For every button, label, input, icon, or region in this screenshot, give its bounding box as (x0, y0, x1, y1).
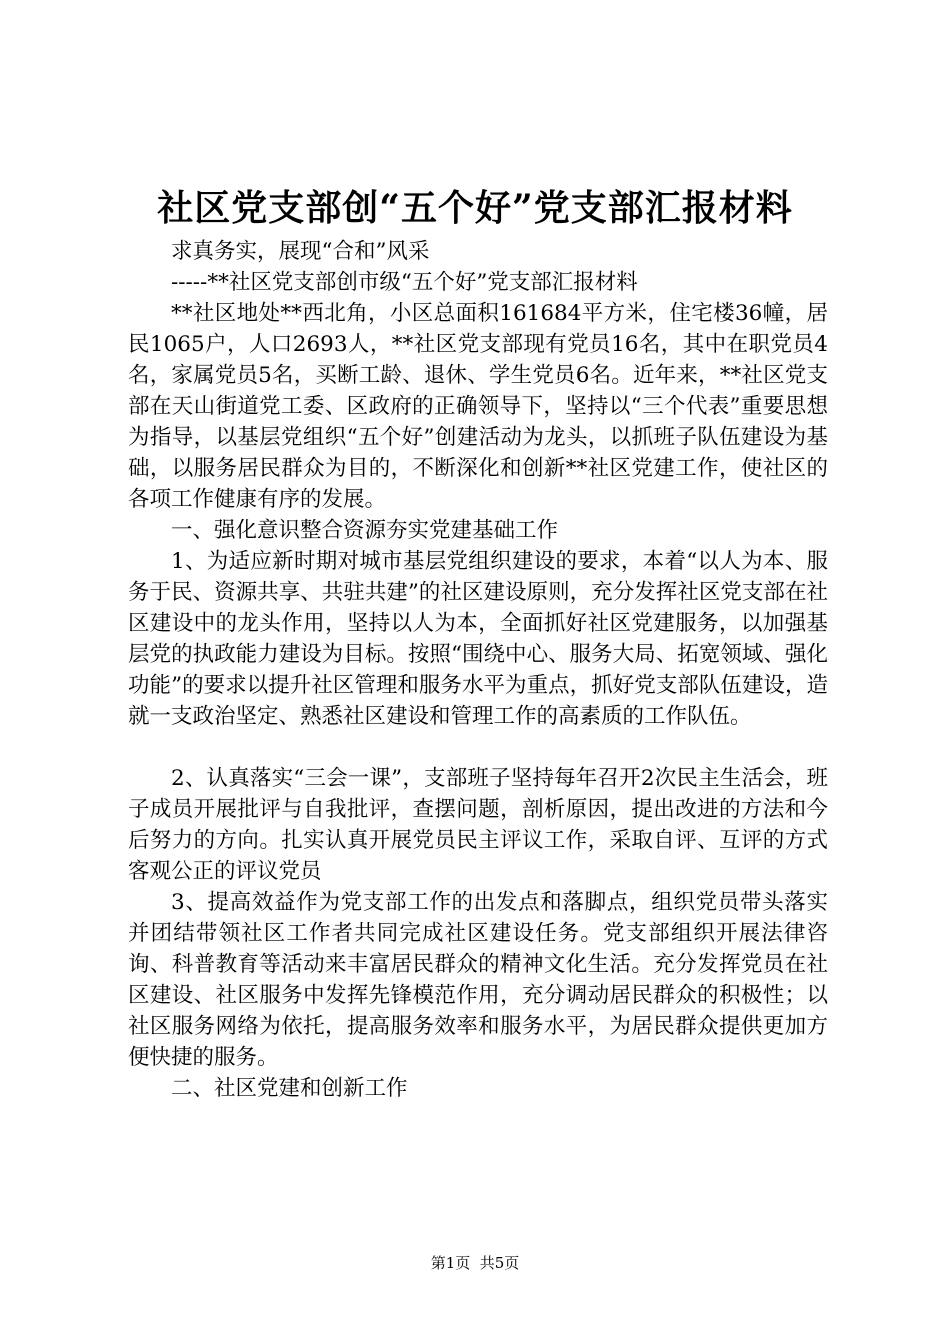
paragraph-item-3: 3、提高效益作为党支部工作的出发点和落脚点，组织党员带头落实并团结带领社区工作者共同完成社区建设任务。党支部组织开展法律咨询、科普教育等活动来丰富居民群众的精神文化生活。充分发挥党员在社区建设、社区服务中发挥先锋模范作用，充分调动居民群众的积极性；以社区服务网络为依托，提高服务效率和服务水平，为居民群众提供更加方便快捷的服务。 (128, 890, 828, 1070)
byline: -----**社区党支部创市级“五个好”党支部汇报材料 (171, 270, 638, 295)
page-footer: 第1页 共5页 (430, 1254, 520, 1272)
paragraph-spacer (128, 732, 828, 763)
document-title: 社区党支部创“五个好”党支部汇报材料 (157, 187, 793, 229)
paragraph-intro: **社区地处**西北角，小区总面积161684平方米，住宅楼36幢，居民1065户，人口2693人，**社区党支部现有党员16名，其中在职党员4名，家属党员5名，买断工龄、退休、学生党员6名。近年来，**社区党支部在天山街道党工委、区政府的正确领导下，坚持以“三个代表”重要思想为指导，以基层党组织“五个好”创建活动为龙头，以抓班子队伍建设为基础，以服务居民群众为目的，不断深化和创新**社区党建工作，使社区的各项工作健康有序的发展。 (128, 301, 828, 512)
paragraph-item-2: 2、认真落实“三会一课”，支部班子坚持每年召开2次民主生活会，班子成员开展批评与自我批评，查摆问题，剖析原因，提出改进的方法和今后努力的方向。扎实认真开展党员民主评议工作，采取自评、互评的方式客观公正的评议党员 (128, 766, 828, 884)
section-heading-2: 二、社区党建和创新工作 (171, 1076, 408, 1101)
paragraph-item-1: 1、为适应新时期对城市基层党组织建设的要求，本着“以人为本、服务于民、资源共享、共驻共建”的社区建设原则，充分发挥社区党支部在社区建设中的龙头作用，坚持以人为本，全面抓好社区党建服务，以加强基层党的执政能力建设为目标。按照“围绕中心、服务大局、拓宽领域、强化功能”的要求以提升社区管理和服务水平为重点，抓好党支部队伍建设，造就一支政治坚定、熟悉社区建设和管理工作的高素质的工作队伍。 (128, 549, 828, 729)
document-body (128, 236, 828, 1104)
section-heading-1: 一、强化意识整合资源夯实党建基础工作 (171, 518, 559, 543)
subtitle: 求真务实，展现“合和”风采 (171, 239, 430, 264)
